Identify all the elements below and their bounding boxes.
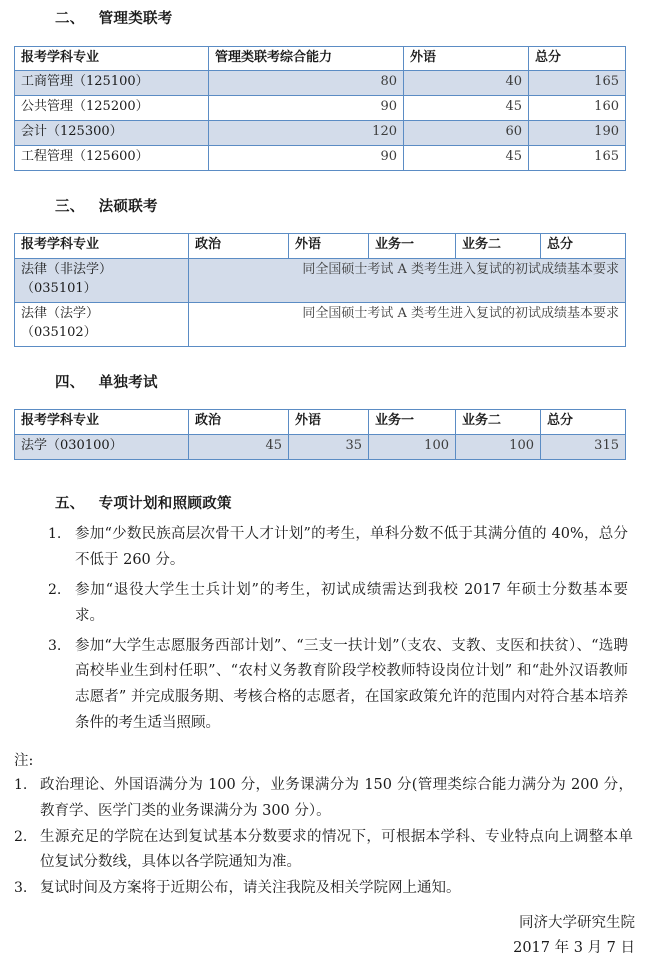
table-row [15,121,626,146]
table-row [15,302,626,346]
table-law-joint-scores [14,233,626,346]
section-number: 三、 [55,197,85,215]
table-law-joint-body [15,259,626,346]
section-title: 单独考试 [98,373,158,391]
th-total: 总分 [541,410,626,435]
issue-date: 2017 年 3 月 7 日 [513,939,635,956]
table-law-joint-head [15,234,626,259]
section-number: 二、 [55,10,85,27]
cell-foreign-language: 60 [404,121,529,146]
cell-major: 会计（125300） [15,121,209,146]
cell-comprehensive: 120 [209,121,404,146]
notes-label: 注: [14,752,34,769]
th-politics: 政治 [189,234,289,259]
heading-table-gap [0,392,663,409]
table-management-scores [14,46,626,171]
cell-total: 165 [529,71,626,96]
top-spacer [0,0,663,9]
cell-major: 工程管理（125600） [15,145,209,170]
notes-signature-gap [0,902,663,911]
cell-merged-requirement: 同全国硕士考试 A 类考生进入复试的初试成绩基本要求 [189,259,626,303]
list-item-number: 1. [14,776,28,793]
list-item [0,876,663,902]
cell-comprehensive: 90 [209,96,404,121]
cell-total: 190 [529,121,626,146]
table-row [15,145,626,170]
cell-foreign-language: 45 [404,145,529,170]
th-foreign-language: 外语 [289,234,369,259]
cell-comprehensive: 90 [209,145,404,170]
table-heading-gap [0,460,663,494]
cell-subject-one: 100 [369,434,456,459]
list-item-text: 政治理论、外国语满分为 100 分，业务课满分为 150 分(管理类综合能力满分为 200 分，教育学、医学门类的业务课满分为 300 分）。 [40,776,633,819]
list-item-text: 参加“退役大学生士兵计划”的考生，初试成绩需达到我校 2017 年硕士分数基本要求。 [75,581,628,624]
th-politics: 政治 [189,410,289,435]
heading-list-gap [0,513,663,522]
cell-major [15,259,189,303]
section-title: 专项计划和照顾政策 [98,494,232,512]
th-comprehensive: 管理类联考综合能力 [209,46,404,71]
section-title: 法硕联考 [98,197,158,215]
signature-block [0,911,663,960]
th-subject-one: 业务一 [369,410,456,435]
table-single-exam-scores [14,409,626,460]
section-heading-management [0,9,663,29]
th-total: 总分 [529,46,626,71]
th-major: 报考学科专业 [15,234,189,259]
section-heading-special-policy [0,494,663,514]
section-heading-single-exam [0,373,663,393]
table-row [15,71,626,96]
list-item-text: 复试时间及方案将于近期公布，请关注我院及相关学院网上通知。 [40,880,461,897]
th-foreign-language: 外语 [404,46,529,71]
list-item [0,522,663,574]
cell-total: 165 [529,145,626,170]
list-item-text: 生源充足的学院在达到复试基本分数要求的情况下，可根据本学科、专业特点向上调整本单位复试分数线，具体以各学院通知为准。 [40,828,633,871]
list-item-number: 1. [48,526,62,543]
cell-major-line1: 法律（非法学） [21,262,113,278]
cell-major-line2: （035101） [21,281,97,297]
section-heading-law-joint [0,197,663,217]
cell-foreign-language: 40 [404,71,529,96]
heading-table-gap [0,29,663,46]
list-item [0,825,663,877]
th-major: 报考学科专业 [15,46,209,71]
cell-major: 公共管理（125200） [15,96,209,121]
cell-subject-two: 100 [456,434,541,459]
list-item-number: 2. [14,828,28,845]
section-title: 管理类联考 [98,10,173,27]
table-single-exam-body [15,434,626,459]
special-policy-list [0,522,663,736]
table-header-row [15,410,626,435]
list-item-text: 参加“少数民族高层次骨干人才计划”的考生，单科分数不低于其满分值的 40%，总分不低于 260 分。 [75,526,628,569]
cell-major: 工商管理（125100） [15,71,209,96]
list-item-text: 参加“大学生志愿服务西部计划”、“三支一扶计划”（支农、支教、支医和扶贫）、“选聘高校毕业生到村任职”、“农村义务教育阶段学校教师特设岗位计划” 和“赴外汉语教师志愿者” 并完成服务期、考核合格的志愿者，在国家政策允许的范围内对符合基本培养条件的考生适当照顾。 [75,637,628,731]
cell-politics: 45 [189,434,289,459]
notes-list [0,773,663,902]
th-subject-one: 业务一 [369,234,456,259]
th-total: 总分 [541,234,626,259]
list-item-number: 2. [48,581,62,598]
th-subject-two: 业务二 [456,410,541,435]
list-item-number: 3. [48,637,62,654]
list-item [0,578,663,630]
list-notes-gap [0,741,663,750]
cell-total: 160 [529,96,626,121]
th-major: 报考学科专业 [15,410,189,435]
cell-foreign-language: 45 [404,96,529,121]
table-row [15,259,626,303]
section-number: 五、 [55,494,85,512]
table-header-row [15,46,626,71]
cell-foreign-language: 35 [289,434,369,459]
table-heading-gap [0,347,663,373]
table-management-body [15,71,626,170]
cell-comprehensive: 80 [209,71,404,96]
list-item [0,773,663,825]
cell-merged-requirement: 同全国硕士考试 A 类考生进入复试的初试成绩基本要求 [189,302,626,346]
issuing-organization: 同济大学研究生院 [519,914,635,931]
table-management-head [15,46,626,71]
cell-major [15,302,189,346]
cell-major-line1: 法律（法学） [21,305,100,321]
cell-major-line2: （035102） [21,324,97,340]
table-single-exam-head [15,410,626,435]
section-number: 四、 [55,373,85,391]
list-item-number: 3. [14,880,28,897]
th-subject-two: 业务二 [456,234,541,259]
heading-table-gap [0,216,663,233]
cell-total: 315 [541,434,626,459]
list-item [0,634,663,737]
table-row [15,434,626,459]
th-foreign-language: 外语 [289,410,369,435]
table-row [15,96,626,121]
cell-major: 法学（030100） [15,434,189,459]
table-heading-gap [0,171,663,197]
table-header-row [15,234,626,259]
